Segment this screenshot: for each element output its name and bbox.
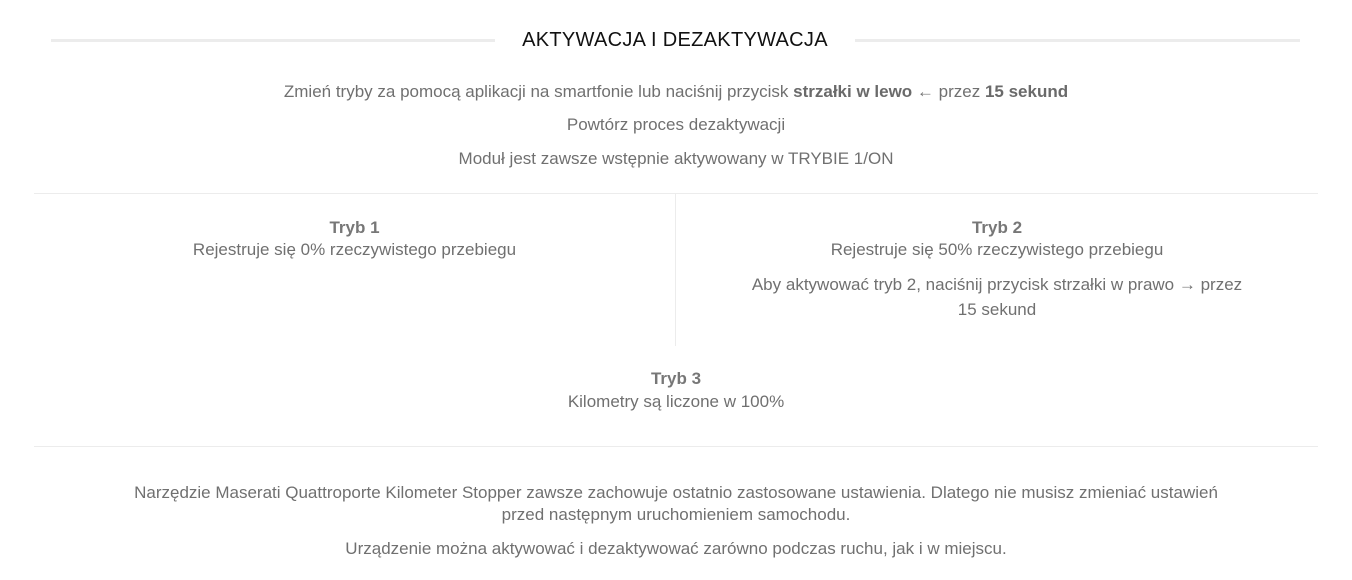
footer-line-2: przed następnym uruchomieniem samochodu. xyxy=(501,505,851,524)
mode-2-title: Tryb 2 xyxy=(971,218,1023,237)
section-heading xyxy=(51,26,1300,54)
mode-3-title: Tryb 3 xyxy=(650,369,702,388)
intro-bold-arrow-left: strzałki w lewo xyxy=(793,82,913,101)
section-title: AKTYWACJA I DEZAKTYWACJA xyxy=(522,29,828,51)
intro-bold-duration: 15 sekund xyxy=(984,82,1069,101)
intro-text-mid: ← przez xyxy=(916,82,981,101)
footer-line-1: Narzędzie Maserati Quattroporte Kilometer Stopper zawsze zachowuje ostatnio zastosowane ustawienia. Dlatego nie musisz zmieniać ustawień xyxy=(134,483,1218,502)
mode-2-description: Rejestruje się 50% rzeczywistego przebiegu xyxy=(830,240,1164,259)
intro-text: Zmień tryby za pomocą aplikacji na smartfonie lub naciśnij przycisk xyxy=(283,82,789,101)
mode-1-title: Tryb 1 xyxy=(329,218,380,237)
footer-line-3: Urządzenie można aktywować i dezaktywować zarówno podczas ruchu, jak i w miejscu. xyxy=(345,539,1007,558)
intro-line-2: Powtórz proces dezaktywacji xyxy=(566,115,786,134)
divider-top xyxy=(34,193,1318,194)
mode-2-note-line-1: Aby aktywować tryb 2, naciśnij przycisk strzałki w prawo → przez xyxy=(751,275,1243,294)
mode-2-note-line-2: 15 sekund xyxy=(957,300,1037,319)
divider-bottom xyxy=(34,446,1318,447)
mode-1-description: Rejestruje się 0% rzeczywistego przebiegu xyxy=(192,240,517,259)
heading-divider-right xyxy=(855,39,1300,42)
mode-3-description: Kilometry są liczone w 100% xyxy=(567,392,785,411)
intro-line-1 xyxy=(0,80,1352,104)
heading-divider-left xyxy=(51,39,495,42)
intro-line-3: Moduł jest zawsze wstępnie aktywowany w TRYBIE 1/ON xyxy=(458,149,894,168)
